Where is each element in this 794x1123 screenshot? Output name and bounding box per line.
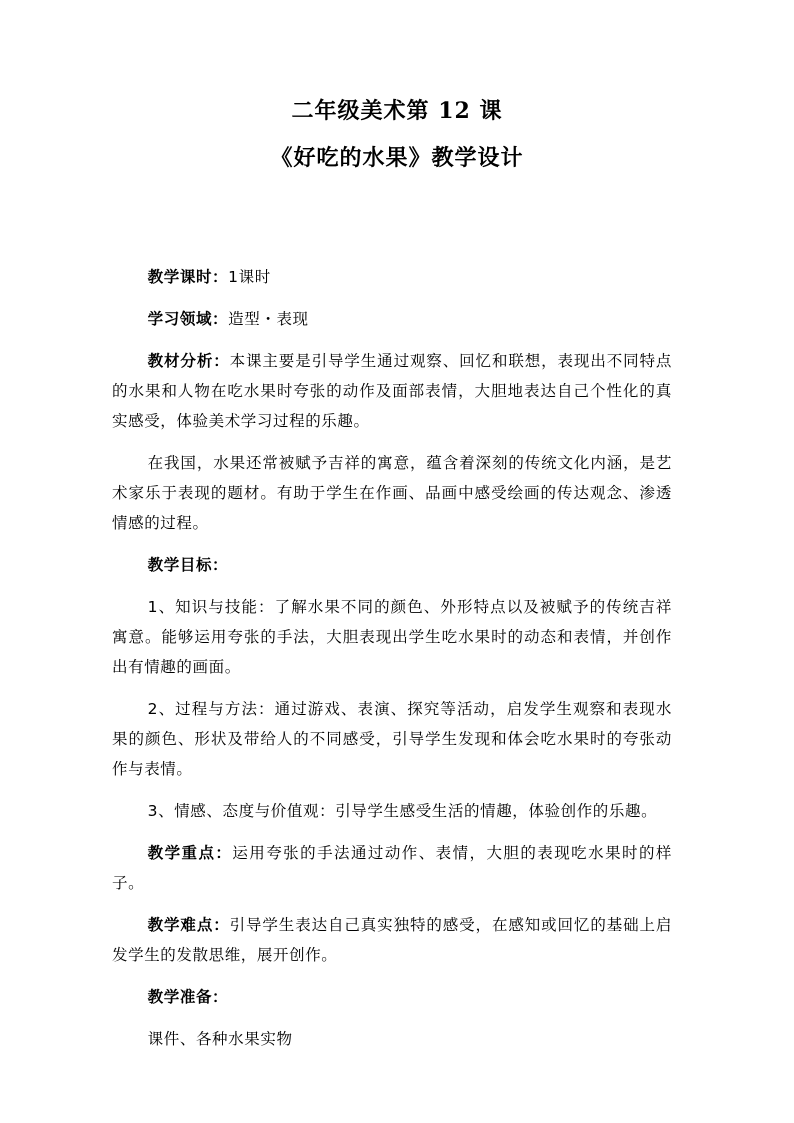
material-analysis-paragraph-2: 在我国，水果还常被赋予吉祥的寓意，蕴含着深刻的传统文化内涵，是艺术家乐于表现的题材。有助于学生在作画、品画中感受绘画的传达观念、渗透情感的过程。	[112, 454, 672, 532]
difficulty-text: 引导学生表达自己真实独特的感受，在感知或回忆的基础上启发学生的发散思维，展开创作。	[112, 916, 672, 964]
document-title-line2: 《好吃的水果》教学设计	[270, 145, 524, 171]
document-body	[112, 262, 672, 1066]
material-analysis-label: 教材分析：	[147, 352, 230, 370]
learning-domain-paragraph	[112, 304, 672, 334]
preparation-label: 教学准备：	[147, 988, 229, 1006]
teaching-hours-label: 教学课时：	[147, 268, 229, 286]
goal-item-knowledge: 1、知识与技能：了解水果不同的颜色、外形特点以及被赋予的传统吉祥寓意。能够运用夸张的手法，大胆表现出学生吃水果时的动态和表情，并创作出有情趣的画面。	[112, 598, 672, 676]
key-point-paragraph	[112, 838, 672, 898]
material-analysis-paragraph	[112, 346, 672, 436]
document-title-line1: 二年级美术第 12 课	[291, 98, 503, 124]
difficulty-paragraph	[112, 910, 672, 970]
preparation-heading	[112, 982, 672, 1012]
learning-domain-value: 造型・表现	[228, 310, 309, 328]
key-point-label: 教学重点：	[147, 844, 233, 862]
teaching-goals-label: 教学目标：	[147, 556, 229, 574]
goal-item-emotion: 3、情感、态度与价值观：引导学生感受生活的情趣，体验创作的乐趣。	[147, 802, 658, 820]
learning-domain-label: 学习领域：	[147, 310, 229, 328]
preparation-text: 课件、各种水果实物	[147, 1030, 293, 1048]
goal-item-process: 2、过程与方法：通过游戏、表演、探究等活动，启发学生观察和表现水果的颜色、形状及带给人的不同感受，引导学生发现和体会吃水果时的夸张动作与表情。	[112, 700, 672, 778]
difficulty-label: 教学难点：	[147, 916, 230, 934]
key-point-text: 运用夸张的手法通过动作、表情，大胆的表现吃水果时的样子。	[112, 844, 672, 892]
material-analysis-text: 本课主要是引导学生通过观察、回忆和联想，表现出不同特点的水果和人物在吃水果时夸张的动作及面部表情，大胆地表达自己个性化的真实感受，体验美术学习过程的乐趣。	[112, 352, 672, 430]
teaching-goals-heading	[112, 550, 672, 580]
teaching-hours-value: 1课时	[228, 268, 271, 286]
teaching-hours-paragraph	[112, 262, 672, 292]
